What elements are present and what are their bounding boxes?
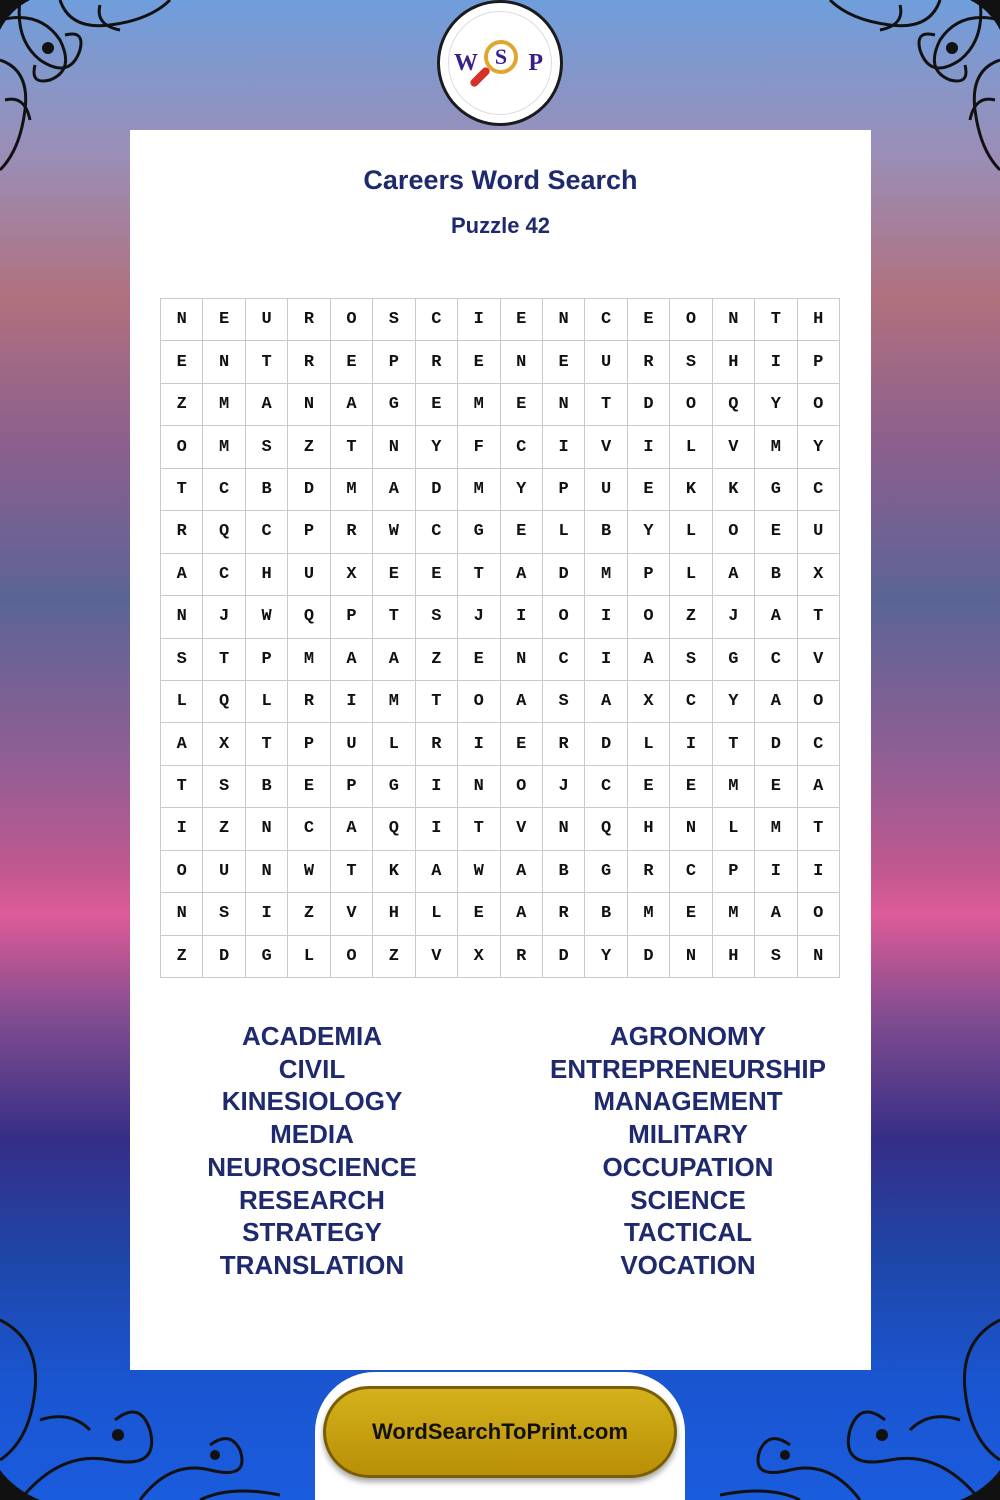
grid-cell[interactable]: T (458, 554, 500, 596)
grid-cell[interactable]: K (670, 469, 712, 511)
grid-cell[interactable]: Z (416, 639, 458, 681)
word-list-item: ACADEMIA (241, 1021, 383, 1051)
grid-cell[interactable]: P (246, 639, 288, 681)
word-list-item: TACTICAL (623, 1217, 753, 1248)
grid-cell[interactable]: C (203, 554, 245, 596)
grid-cell[interactable]: A (331, 639, 373, 681)
grid-cell[interactable]: U (288, 554, 330, 596)
grid-cell[interactable]: A (373, 639, 415, 681)
grid-cell[interactable]: R (501, 936, 543, 978)
grid-cell[interactable]: C (755, 639, 797, 681)
grid-cell[interactable]: I (246, 893, 288, 935)
grid-cell[interactable]: S (161, 639, 203, 681)
word-list-item: ENTREPRENEURSHIP (550, 1053, 826, 1084)
grid-cell[interactable]: R (628, 341, 670, 383)
grid-cell[interactable]: O (501, 766, 543, 808)
grid-cell[interactable]: M (713, 766, 755, 808)
grid-cell[interactable]: T (246, 723, 288, 765)
grid-cell[interactable]: E (543, 341, 585, 383)
grid-cell[interactable]: R (288, 299, 330, 341)
grid-cell[interactable]: E (416, 554, 458, 596)
grid-cell[interactable]: C (585, 299, 627, 341)
grid-cell[interactable]: E (373, 554, 415, 596)
grid-cell[interactable]: S (246, 426, 288, 468)
grid-cell[interactable]: Q (373, 808, 415, 850)
grid-cell[interactable]: C (416, 299, 458, 341)
grid-cell[interactable]: F (458, 426, 500, 468)
grid-cell[interactable]: Q (288, 596, 330, 638)
grid-cell[interactable]: T (246, 341, 288, 383)
grid-cell[interactable]: Z (373, 936, 415, 978)
grid-cell[interactable]: A (585, 681, 627, 723)
grid-cell[interactable]: A (755, 596, 797, 638)
grid-cell[interactable]: O (628, 596, 670, 638)
word-list-item: SCIENCE (630, 1184, 746, 1215)
grid-cell[interactable]: B (585, 893, 627, 935)
grid-cell[interactable]: P (331, 766, 373, 808)
grid-cell[interactable]: N (288, 384, 330, 426)
grid-cell[interactable]: A (501, 893, 543, 935)
grid-cell[interactable]: N (501, 341, 543, 383)
grid-cell[interactable]: A (246, 384, 288, 426)
grid-cell[interactable]: A (501, 681, 543, 723)
grid-cell[interactable]: A (373, 469, 415, 511)
grid-cell[interactable]: R (416, 341, 458, 383)
grid-cell[interactable]: C (203, 469, 245, 511)
grid-cell[interactable]: W (458, 851, 500, 893)
grid-cell[interactable]: U (331, 723, 373, 765)
grid-cell[interactable]: T (161, 766, 203, 808)
grid-cell[interactable]: K (373, 851, 415, 893)
grid-cell[interactable]: M (331, 469, 373, 511)
grid-cell[interactable]: M (288, 639, 330, 681)
word-list-left (132, 1020, 492, 1282)
grid-cell[interactable]: I (670, 723, 712, 765)
grid-cell[interactable]: B (246, 766, 288, 808)
grid-cell[interactable]: M (458, 469, 500, 511)
grid-cell[interactable]: Z (161, 384, 203, 426)
grid-cell[interactable]: G (585, 851, 627, 893)
word-list-item: TRANSLATION (219, 1249, 405, 1280)
page-title: Careers Word Search (363, 165, 638, 195)
grid-cell[interactable]: O (713, 511, 755, 553)
grid-cell[interactable]: C (670, 681, 712, 723)
grid-cell[interactable]: Z (288, 426, 330, 468)
grid-cell[interactable]: I (755, 851, 797, 893)
grid-cell[interactable]: P (798, 341, 840, 383)
grid-cell[interactable]: D (416, 469, 458, 511)
grid-cell[interactable]: D (543, 936, 585, 978)
grid-cell[interactable]: S (543, 681, 585, 723)
grid-cell[interactable]: N (670, 936, 712, 978)
grid-cell[interactable]: C (543, 639, 585, 681)
grid-cell[interactable]: S (373, 299, 415, 341)
grid-cell[interactable]: N (458, 766, 500, 808)
grid-cell[interactable]: H (246, 554, 288, 596)
grid-cell[interactable]: C (670, 851, 712, 893)
grid-cell[interactable]: W (373, 511, 415, 553)
grid-cell[interactable]: I (331, 681, 373, 723)
grid-cell[interactable]: X (798, 554, 840, 596)
website-button[interactable]: WordSearchToPrint.com (323, 1386, 677, 1478)
grid-cell[interactable]: J (458, 596, 500, 638)
word-list-item: RESEARCH (239, 1184, 385, 1215)
grid-cell[interactable]: H (713, 341, 755, 383)
grid-cell[interactable]: R (288, 341, 330, 383)
grid-cell[interactable]: L (373, 723, 415, 765)
grid-cell[interactable]: Y (416, 426, 458, 468)
word-list-item: KINESIOLOGY (221, 1086, 403, 1117)
grid-cell[interactable]: E (755, 766, 797, 808)
grid-cell[interactable]: B (585, 511, 627, 553)
grid-cell[interactable]: I (416, 766, 458, 808)
grid-cell[interactable]: D (288, 469, 330, 511)
grid-cell[interactable]: D (628, 384, 670, 426)
logo-letter-s: S (484, 40, 518, 74)
grid-cell[interactable]: O (331, 936, 373, 978)
grid-cell[interactable]: T (798, 808, 840, 850)
word-list-item: MEDIA (270, 1119, 354, 1150)
grid-cell[interactable]: V (585, 426, 627, 468)
grid-cell[interactable]: T (798, 596, 840, 638)
grid-cell[interactable]: A (713, 554, 755, 596)
grid-cell[interactable]: S (670, 341, 712, 383)
grid-cell[interactable]: P (628, 554, 670, 596)
grid-cell[interactable]: M (628, 893, 670, 935)
grid-cell[interactable]: G (713, 639, 755, 681)
grid-cell[interactable]: I (798, 851, 840, 893)
grid-cell[interactable]: E (501, 299, 543, 341)
grid-cell[interactable]: T (713, 723, 755, 765)
grid-cell[interactable]: G (755, 469, 797, 511)
grid-cell[interactable]: I (585, 639, 627, 681)
grid-cell[interactable]: Y (585, 936, 627, 978)
grid-cell[interactable]: N (203, 341, 245, 383)
grid-cell[interactable]: E (670, 766, 712, 808)
grid-cell[interactable]: L (670, 554, 712, 596)
grid-cell[interactable]: O (458, 681, 500, 723)
grid-cell[interactable]: E (458, 341, 500, 383)
grid-cell[interactable]: X (458, 936, 500, 978)
grid-cell[interactable]: Y (713, 681, 755, 723)
grid-cell[interactable]: U (798, 511, 840, 553)
grid-cell[interactable]: A (161, 723, 203, 765)
grid-cell[interactable]: S (203, 893, 245, 935)
grid-cell[interactable]: O (543, 596, 585, 638)
grid-cell[interactable]: Z (161, 936, 203, 978)
grid-cell[interactable]: V (713, 426, 755, 468)
grid-cell[interactable]: V (416, 936, 458, 978)
grid-cell[interactable]: P (288, 511, 330, 553)
grid-cell[interactable]: R (161, 511, 203, 553)
grid-cell[interactable]: E (501, 723, 543, 765)
grid-cell[interactable]: S (670, 639, 712, 681)
grid-cell[interactable]: Q (585, 808, 627, 850)
grid-cell[interactable]: C (246, 511, 288, 553)
grid-cell[interactable]: A (416, 851, 458, 893)
grid-cell[interactable]: M (713, 893, 755, 935)
grid-cell[interactable]: E (203, 299, 245, 341)
grid-cell[interactable]: P (373, 341, 415, 383)
grid-cell[interactable]: Q (203, 511, 245, 553)
grid-cell[interactable]: T (331, 426, 373, 468)
grid-cell[interactable]: L (670, 426, 712, 468)
word-list-item: AGRONOMY (610, 1021, 766, 1051)
grid-cell[interactable]: N (246, 808, 288, 850)
grid-cell[interactable]: N (713, 299, 755, 341)
grid-cell[interactable]: O (161, 426, 203, 468)
grid-cell[interactable]: S (203, 766, 245, 808)
grid-cell[interactable]: G (246, 936, 288, 978)
grid-cell[interactable]: T (585, 384, 627, 426)
grid-cell[interactable]: I (755, 341, 797, 383)
grid-cell[interactable]: L (416, 893, 458, 935)
grid-cell[interactable]: T (416, 681, 458, 723)
grid-cell[interactable]: Y (798, 426, 840, 468)
grid-cell[interactable]: Z (203, 808, 245, 850)
grid-cell[interactable]: G (373, 766, 415, 808)
grid-cell[interactable]: R (288, 681, 330, 723)
grid-cell[interactable]: Y (755, 384, 797, 426)
grid-cell[interactable]: Z (288, 893, 330, 935)
grid-cell[interactable]: D (203, 936, 245, 978)
word-list-item: VOCATION (620, 1249, 756, 1280)
grid-cell[interactable]: A (331, 384, 373, 426)
word-list-item: OCCUPATION (602, 1151, 774, 1182)
grid-cell[interactable]: E (331, 341, 373, 383)
grid-cell[interactable]: W (288, 851, 330, 893)
grid-cell[interactable]: N (161, 893, 203, 935)
grid-cell[interactable]: X (203, 723, 245, 765)
grid-cell[interactable]: N (543, 384, 585, 426)
grid-cell[interactable]: U (585, 341, 627, 383)
grid-cell[interactable]: O (798, 681, 840, 723)
grid-cell[interactable]: L (670, 511, 712, 553)
puzzle-number: Puzzle 42 (450, 213, 551, 238)
grid-cell[interactable]: A (161, 554, 203, 596)
grid-cell[interactable]: U (585, 469, 627, 511)
grid-cell[interactable]: A (501, 851, 543, 893)
grid-cell[interactable]: O (798, 893, 840, 935)
grid-cell[interactable]: C (798, 469, 840, 511)
word-list-item: MILITARY (628, 1119, 748, 1150)
grid-cell[interactable]: O (670, 299, 712, 341)
grid-cell[interactable]: S (755, 936, 797, 978)
grid-cell[interactable]: D (628, 936, 670, 978)
grid-cell[interactable]: N (373, 426, 415, 468)
grid-cell[interactable]: E (458, 639, 500, 681)
grid-cell[interactable]: M (585, 554, 627, 596)
grid-cell[interactable]: I (543, 426, 585, 468)
grid-cell[interactable]: Q (713, 384, 755, 426)
grid-cell[interactable]: G (458, 511, 500, 553)
grid-cell[interactable]: I (585, 596, 627, 638)
grid-cell[interactable]: J (713, 596, 755, 638)
grid-cell[interactable]: D (585, 723, 627, 765)
grid-cell[interactable]: A (331, 808, 373, 850)
letter-grid (160, 298, 840, 978)
puzzle-card (130, 130, 871, 1370)
grid-cell[interactable]: U (203, 851, 245, 893)
grid-cell[interactable]: O (670, 384, 712, 426)
grid-cell[interactable]: E (755, 511, 797, 553)
grid-cell[interactable]: V (798, 639, 840, 681)
grid-cell[interactable]: K (713, 469, 755, 511)
grid-cell[interactable]: G (373, 384, 415, 426)
grid-cell[interactable]: E (670, 893, 712, 935)
word-list-item: NEUROSCIENCE (207, 1151, 417, 1182)
grid-cell[interactable]: I (628, 426, 670, 468)
grid-cell[interactable]: V (331, 893, 373, 935)
grid-cell[interactable]: M (755, 808, 797, 850)
word-list-right (508, 1020, 868, 1282)
grid-cell[interactable]: I (501, 596, 543, 638)
grid-cell[interactable]: C (585, 766, 627, 808)
grid-cell[interactable]: P (288, 723, 330, 765)
grid-cell[interactable]: L (288, 936, 330, 978)
grid-cell[interactable]: M (373, 681, 415, 723)
grid-cell[interactable]: X (331, 554, 373, 596)
grid-cell[interactable]: M (203, 426, 245, 468)
grid-cell[interactable]: U (246, 299, 288, 341)
grid-cell[interactable]: B (246, 469, 288, 511)
grid-cell[interactable]: N (798, 936, 840, 978)
grid-cell[interactable]: Q (203, 681, 245, 723)
grid-cell[interactable]: Y (628, 511, 670, 553)
grid-cell[interactable]: O (161, 851, 203, 893)
grid-cell[interactable]: L (628, 723, 670, 765)
grid-cell[interactable]: E (161, 341, 203, 383)
grid-cell[interactable]: T (203, 639, 245, 681)
grid-cell[interactable]: R (543, 723, 585, 765)
grid-cell[interactable]: E (416, 384, 458, 426)
grid-cell[interactable]: E (288, 766, 330, 808)
grid-cell[interactable]: E (458, 893, 500, 935)
grid-cell[interactable]: V (501, 808, 543, 850)
grid-cell[interactable]: L (543, 511, 585, 553)
grid-cell[interactable]: C (798, 723, 840, 765)
grid-cell[interactable]: N (246, 851, 288, 893)
grid-cell[interactable]: N (543, 299, 585, 341)
grid-cell[interactable]: C (501, 426, 543, 468)
grid-cell[interactable]: W (246, 596, 288, 638)
grid-cell[interactable]: M (755, 426, 797, 468)
grid-cell[interactable]: B (755, 554, 797, 596)
grid-cell[interactable]: R (628, 851, 670, 893)
grid-cell[interactable]: I (416, 808, 458, 850)
grid-cell[interactable]: B (543, 851, 585, 893)
grid-cell[interactable]: C (288, 808, 330, 850)
grid-cell[interactable]: D (543, 554, 585, 596)
grid-cell[interactable]: L (161, 681, 203, 723)
word-list-item: CIVIL (278, 1053, 346, 1084)
grid-cell[interactable]: J (203, 596, 245, 638)
grid-cell[interactable]: H (373, 893, 415, 935)
grid-cell[interactable]: H (798, 299, 840, 341)
grid-cell[interactable]: D (755, 723, 797, 765)
grid-cell[interactable]: P (543, 469, 585, 511)
grid-cell[interactable]: N (501, 639, 543, 681)
grid-cell[interactable]: Z (670, 596, 712, 638)
grid-cell[interactable]: A (501, 554, 543, 596)
grid-cell[interactable]: M (203, 384, 245, 426)
grid-cell[interactable]: T (458, 808, 500, 850)
grid-cell[interactable]: T (161, 469, 203, 511)
grid-cell[interactable]: C (416, 511, 458, 553)
grid-cell[interactable]: O (798, 384, 840, 426)
grid-cell[interactable]: H (713, 936, 755, 978)
grid-cell[interactable]: O (331, 299, 373, 341)
grid-cell[interactable]: E (628, 299, 670, 341)
grid-cell[interactable]: T (373, 596, 415, 638)
grid-cell[interactable]: N (161, 596, 203, 638)
grid-cell[interactable]: S (416, 596, 458, 638)
grid-cell[interactable]: A (628, 639, 670, 681)
grid-cell[interactable]: L (246, 681, 288, 723)
grid-cell[interactable]: E (501, 511, 543, 553)
grid-cell[interactable]: R (543, 893, 585, 935)
grid-cell[interactable]: A (755, 681, 797, 723)
grid-cell[interactable]: A (798, 766, 840, 808)
grid-cell[interactable]: N (670, 808, 712, 850)
grid-cell[interactable]: I (458, 723, 500, 765)
grid-cell[interactable]: J (543, 766, 585, 808)
word-list-item: STRATEGY (242, 1217, 382, 1248)
grid-cell[interactable]: T (331, 851, 373, 893)
grid-cell[interactable]: E (501, 384, 543, 426)
grid-cell[interactable]: P (331, 596, 373, 638)
grid-cell[interactable]: I (458, 299, 500, 341)
grid-cell[interactable]: N (543, 808, 585, 850)
grid-cell[interactable]: A (755, 893, 797, 935)
grid-cell[interactable]: X (628, 681, 670, 723)
grid-cell[interactable]: E (628, 766, 670, 808)
magnifier-logo-icon[interactable] (437, 0, 563, 126)
grid-cell[interactable]: I (161, 808, 203, 850)
grid-cell[interactable]: L (713, 808, 755, 850)
grid-cell[interactable]: Y (501, 469, 543, 511)
grid-cell[interactable]: E (628, 469, 670, 511)
grid-cell[interactable]: T (755, 299, 797, 341)
grid-cell[interactable]: N (161, 299, 203, 341)
grid-cell[interactable]: M (458, 384, 500, 426)
logo-letter-p: P (528, 50, 543, 76)
grid-cell[interactable]: P (713, 851, 755, 893)
word-list-item: MANAGEMENT (593, 1086, 783, 1117)
grid-cell[interactable]: R (416, 723, 458, 765)
grid-cell[interactable]: R (331, 511, 373, 553)
grid-cell[interactable]: H (628, 808, 670, 850)
logo-letter-w: W (454, 50, 478, 76)
